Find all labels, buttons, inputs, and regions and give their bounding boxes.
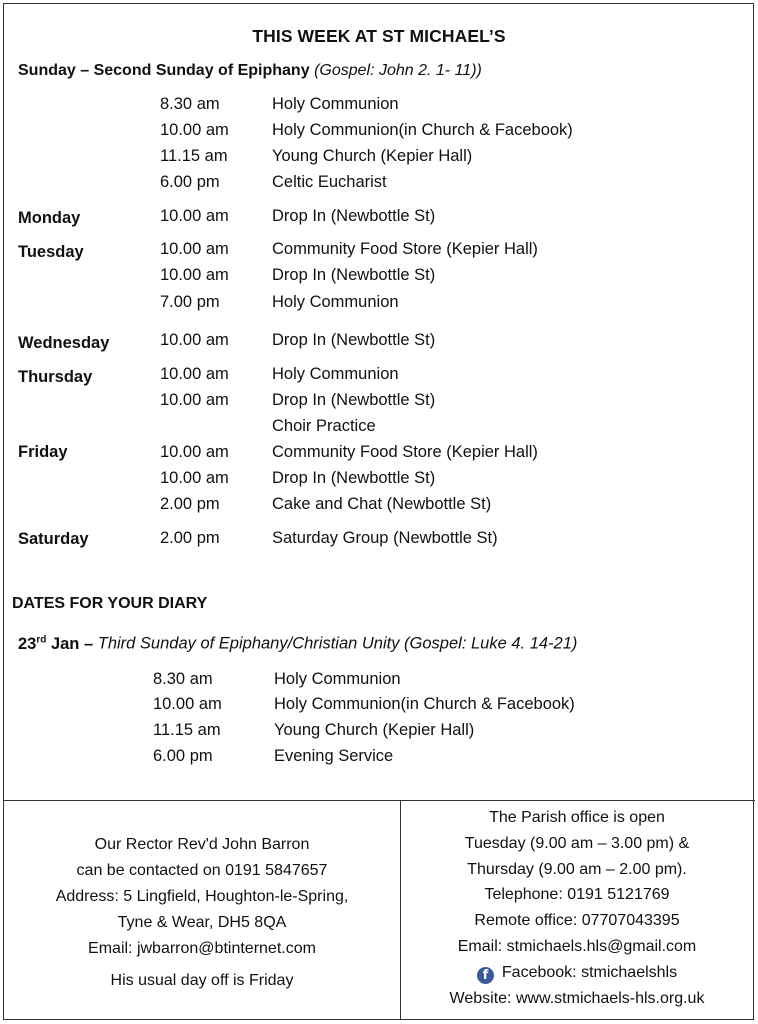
schedule-event: Drop In (Newbottle St) [272,331,436,349]
rector-address-2: Tyne & Wear, DH5 8QA [117,914,287,931]
sunday-gospel: (Gospel: John 2. 1- 11)) [314,62,482,79]
schedule-event: Choir Practice [272,417,376,435]
service-event: Celtic Eucharist [272,173,387,191]
schedule-time: 10.00 am [160,331,229,349]
office-tuesday: Tuesday (9.00 am – 3.00 pm) & [464,834,690,852]
schedule-event: Drop In (Newbottle St) [272,207,436,225]
service-time: 10.00 am [160,121,229,139]
schedule-event: Cake and Chat (Newbottle St) [272,495,492,513]
service-event: Holy Communion [272,95,399,113]
office-email: Email: stmichaels.hls@gmail.com [457,937,697,955]
schedule-event: Holy Communion [272,293,399,311]
schedule-time: 7.00 pm [160,293,220,311]
diary-service-time: 8.30 am [153,670,213,688]
diary-date-number: 23 [18,634,37,653]
rector-contact [4,832,400,994]
diary-service-time: 11.15 am [153,721,221,739]
schedule-time: 10.00 am [160,391,229,409]
diary-service-event: Holy Communion(in Church & Facebook) [274,695,575,713]
schedule-time: 10.00 am [160,443,229,461]
day-thursday: Thursday [18,368,93,386]
parish-office [401,805,753,1011]
office-facebook [401,960,753,986]
service-time: 6.00 pm [160,173,220,191]
rector-day-off: His usual day off is Friday [110,972,294,989]
service-event: Young Church (Kepier Hall) [272,147,473,165]
schedule-event: Community Food Store (Kepier Hall) [272,443,538,461]
facebook-text: Facebook: stmichaelshls [501,963,678,981]
schedule-time: 10.00 am [160,365,229,383]
schedule-time: 2.00 pm [160,529,220,547]
schedule-event: Community Food Store (Kepier Hall) [272,240,538,258]
schedule-event: Drop In (Newbottle St) [272,391,436,409]
schedule-time: 2.00 pm [160,495,220,513]
facebook-icon: f [477,967,494,984]
office-remote: Remote office: 07707043395 [474,912,680,930]
diary-service-time: 6.00 pm [153,747,213,765]
day-wednesday: Wednesday [18,334,110,352]
diary-service-event: Young Church (Kepier Hall) [274,721,475,739]
day-saturday: Saturday [18,530,89,548]
rector-phone: can be contacted on 0191 5847657 [76,862,328,879]
day-monday: Monday [18,209,81,227]
footer-divider [3,800,755,801]
diary-description: Third Sunday of Epiphany/Christian Unity (Gospel: Luke 4. 14-21) [97,634,578,653]
schedule-event: Drop In (Newbottle St) [272,266,436,284]
diary-service-event: Evening Service [274,747,394,765]
sunday-heading [18,62,482,80]
schedule-time: 10.00 am [160,207,229,225]
page-title: THIS WEEK AT ST MICHAEL’S [252,26,506,46]
diary-date-month: Jan – [46,634,94,653]
office-telephone: Telephone: 0191 5121769 [484,886,670,904]
diary-service-time: 10.00 am [153,695,222,713]
rector-address: Address: 5 Lingfield, Houghton-le-Spring, [55,888,349,905]
day-tuesday: Tuesday [18,243,84,261]
service-time: 8.30 am [160,95,220,113]
diary-date-suffix: rd [36,634,47,645]
schedule-time: 10.00 am [160,240,229,258]
office-thursday: Thursday (9.00 am – 2.00 pm). [467,860,687,878]
diary-date-line [18,634,577,654]
office-website: Website: www.stmichaels-hls.org.uk [449,989,705,1007]
diary-date [18,635,93,653]
day-friday: Friday [18,443,68,461]
rector-name: Our Rector Rev'd John Barron [94,836,310,853]
diary-heading: DATES FOR YOUR DIARY [12,595,208,612]
schedule-time: 10.00 am [160,469,229,487]
schedule-event: Saturday Group (Newbottle St) [272,529,498,547]
schedule-event: Holy Communion [272,365,399,383]
service-time: 11.15 am [160,147,228,165]
schedule-event: Drop In (Newbottle St) [272,469,436,487]
rector-email: Email: jwbarron@btinternet.com [88,940,316,957]
service-event: Holy Communion(in Church & Facebook) [272,121,573,139]
diary-service-event: Holy Communion [274,670,401,688]
office-open: The Parish office is open [489,809,665,826]
schedule-time: 10.00 am [160,266,229,284]
sunday-title: Sunday – Second Sunday of Epiphany [18,62,310,79]
